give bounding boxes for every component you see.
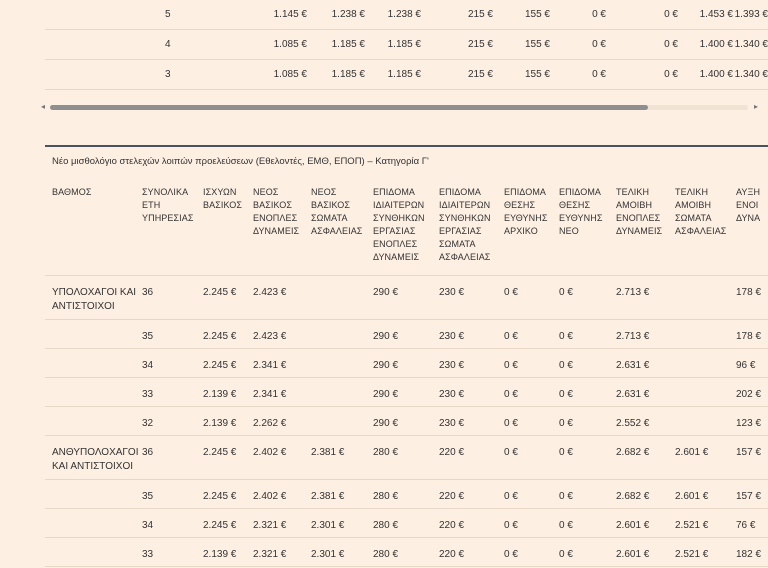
table-cell: 33 <box>142 538 203 567</box>
table-cell: 0 € <box>606 0 678 30</box>
column-header-line: ΒΑΣΙΚΟΣ <box>203 200 243 210</box>
column-header-line: ΕΝΟΠΛΕΣ <box>373 239 418 249</box>
table-cell: 2.423 € <box>253 276 311 320</box>
column-header <box>504 178 559 276</box>
table-cell <box>311 407 373 436</box>
table-cell: 2.245 € <box>203 436 253 480</box>
table-cell: 0 € <box>559 378 616 407</box>
column-header-line: ΙΣΧΥΩΝ <box>203 187 237 197</box>
column-header-line: ΕΥΘΥΝΗΣ <box>504 213 548 223</box>
table-header-row <box>45 178 768 276</box>
rank-cell <box>45 538 142 567</box>
table-cell: 2.402 € <box>253 480 311 509</box>
table-cell <box>675 378 736 407</box>
table-cell <box>675 276 736 320</box>
column-header-line: ΝΕΟΣ <box>253 187 279 197</box>
table-cell: 0 € <box>550 0 606 30</box>
column-header-line: ΔΥΝΑ <box>736 213 761 223</box>
column-header <box>203 178 253 276</box>
table-cell: 32 <box>142 407 203 436</box>
table-cell: 0 € <box>559 509 616 538</box>
table-cell: 2.521 € <box>675 509 736 538</box>
table-cell: 290 € <box>373 378 439 407</box>
column-header-line: ΕΠΙΔΟΜΑ <box>373 187 416 197</box>
table-cell: 0 € <box>504 276 559 320</box>
column-header-line: ΥΠΗΡΕΣΙΑΣ <box>142 213 194 223</box>
table-cell: 230 € <box>439 276 504 320</box>
spacer-cell <box>45 60 160 90</box>
column-header-line: ΕΡΓΑΣΙΑΣ <box>373 226 416 236</box>
table-cell: 1.085 € <box>257 60 307 90</box>
table-cell: 0 € <box>559 436 616 480</box>
table-cell: 220 € <box>439 480 504 509</box>
table-cell: 202 € <box>736 378 768 407</box>
table-cell: 1.400 € <box>678 60 733 90</box>
table-cell: 2.713 € <box>616 276 675 320</box>
table-cell <box>311 378 373 407</box>
table-cell: 2.521 € <box>675 538 736 567</box>
table-cell: 2.601 € <box>675 436 736 480</box>
table-cell: 2.245 € <box>203 349 253 378</box>
table-cell: 220 € <box>439 509 504 538</box>
column-header <box>142 178 203 276</box>
table-cell: 0 € <box>559 480 616 509</box>
table-cell: 4 <box>160 30 257 60</box>
column-header <box>736 178 768 276</box>
column-header-line: ΑΜΟΙΒΗ <box>675 200 712 210</box>
column-header-line: ΝΕΟΣ <box>311 187 337 197</box>
table-cell: 290 € <box>373 320 439 349</box>
table-cell: 1.340 € <box>733 30 768 60</box>
column-header-line: ΕΠΙΔΟΜΑ <box>559 187 602 197</box>
table-cell: 36 <box>142 436 203 480</box>
rank-cell <box>45 509 142 538</box>
table-cell: 157 € <box>736 480 768 509</box>
rank-cell <box>45 349 142 378</box>
column-header-line: ΔΥΝΑΜΕΙΣ <box>253 226 300 236</box>
rank-cell <box>45 480 142 509</box>
table-cell: 2.713 € <box>616 320 675 349</box>
table-cell: 2.552 € <box>616 407 675 436</box>
table-cell: 182 € <box>736 538 768 567</box>
table-cell: 0 € <box>559 320 616 349</box>
table-row <box>45 378 768 407</box>
scroll-track[interactable] <box>50 105 748 110</box>
column-header-line: ΕΥΘΥΝΗΣ <box>559 213 603 223</box>
rank-cell <box>45 378 142 407</box>
table-cell: 2.321 € <box>253 538 311 567</box>
table-cell: 0 € <box>559 349 616 378</box>
table-cell: 280 € <box>373 480 439 509</box>
column-header <box>439 178 504 276</box>
salary-table <box>45 178 768 567</box>
table-cell: 1.453 € <box>678 0 733 30</box>
column-header <box>675 178 736 276</box>
table-cell: 0 € <box>550 60 606 90</box>
column-header-line: ΒΑΣΙΚΟΣ <box>311 200 351 210</box>
rank-cell: ΥΠΟΛΟΧΑΓΟΙ ΚΑΙ ΑΝΤΙΣΤΟΙΧΟΙ <box>45 276 142 320</box>
table-cell: 34 <box>142 349 203 378</box>
table-cell: 2.245 € <box>203 480 253 509</box>
column-header-line: ΤΕΛΙΚΗ <box>675 187 709 197</box>
table-cell: 215 € <box>421 60 493 90</box>
table-row <box>45 276 768 320</box>
table-cell: 1.400 € <box>678 30 733 60</box>
table-cell: 2.301 € <box>311 538 373 567</box>
table-cell: 33 <box>142 378 203 407</box>
column-header-line: ΕΠΙΔΟΜΑ <box>504 187 547 197</box>
table-cell: 0 € <box>606 60 678 90</box>
table-cell: 1.145 € <box>257 0 307 30</box>
table-cell: 1.238 € <box>365 0 421 30</box>
column-header-line: ΝΕΟ <box>559 226 579 236</box>
table-cell: 230 € <box>439 378 504 407</box>
column-header-line: ΣΥΝΟΛΙΚΑ <box>142 187 189 197</box>
column-header-line: ΣΩΜΑΤΑ <box>675 213 712 223</box>
table-cell: 290 € <box>373 276 439 320</box>
section-divider <box>45 145 768 147</box>
column-header-line: ΕΝΟΠΛΕΣ <box>253 213 298 223</box>
spacer-cell <box>45 30 160 60</box>
table-cell: 2.631 € <box>616 349 675 378</box>
table-row <box>45 320 768 349</box>
table-cell: 215 € <box>421 0 493 30</box>
table-cell: 220 € <box>439 436 504 480</box>
table-cell: 157 € <box>736 436 768 480</box>
column-header-line: ΒΑΣΙΚΟΣ <box>253 200 293 210</box>
table-cell: 1.185 € <box>365 30 421 60</box>
table-row <box>45 509 768 538</box>
table-cell: 36 <box>142 276 203 320</box>
table-cell: 0 € <box>504 509 559 538</box>
table-cell: 215 € <box>421 30 493 60</box>
table-cell: 0 € <box>504 320 559 349</box>
column-header <box>559 178 616 276</box>
column-header-line: ΙΔΙΑΙΤΕΡΩΝ <box>373 200 425 210</box>
column-header <box>616 178 675 276</box>
table-cell: 0 € <box>504 436 559 480</box>
table-cell: 1.340 € <box>733 60 768 90</box>
table-row <box>45 30 768 60</box>
column-header-line: ΑΥΞΗ <box>736 187 761 197</box>
column-header <box>253 178 311 276</box>
table-cell: 0 € <box>550 30 606 60</box>
rank-cell <box>45 407 142 436</box>
table-cell: 0 € <box>559 407 616 436</box>
column-header-line: ΕΠΙΔΟΜΑ <box>439 187 482 197</box>
table-cell: 290 € <box>373 407 439 436</box>
column-header <box>373 178 439 276</box>
table-cell: 230 € <box>439 320 504 349</box>
table-cell: 2.139 € <box>203 407 253 436</box>
column-header-line: ΘΕΣΗΣ <box>504 200 536 210</box>
scroll-thumb[interactable] <box>50 105 648 110</box>
table-cell: 0 € <box>559 276 616 320</box>
table-cell <box>675 349 736 378</box>
table-row <box>45 349 768 378</box>
horizontal-scrollbar[interactable] <box>41 101 762 113</box>
column-header-line: ΕΤΗ <box>142 200 161 210</box>
scroll-right-arrow-icon[interactable]: ▸ <box>753 102 758 111</box>
table-cell: 2.321 € <box>253 509 311 538</box>
table-cell: 5 <box>160 0 257 30</box>
table-cell: 155 € <box>493 30 550 60</box>
column-header-line: ΕΝΟΙ <box>736 200 759 210</box>
table-cell <box>311 320 373 349</box>
table-cell: 2.381 € <box>311 480 373 509</box>
table-cell: 2.601 € <box>616 509 675 538</box>
table-cell: 2.139 € <box>203 378 253 407</box>
table-cell: 280 € <box>373 538 439 567</box>
rank-cell: ΑΝΘΥΠΟΛΟΧΑΓΟΙ ΚΑΙ ΑΝΤΙΣΤΟΙΧΟΙ <box>45 436 142 480</box>
table-cell: 155 € <box>493 0 550 30</box>
rank-cell <box>45 320 142 349</box>
spacer-cell <box>45 0 160 30</box>
column-header-line: ΕΡΓΑΣΙΑΣ <box>439 226 482 236</box>
column-header-line: ΣΩΜΑΤΑ <box>311 213 348 223</box>
table-cell: 123 € <box>736 407 768 436</box>
table-row <box>45 0 768 30</box>
table-cell: 0 € <box>606 30 678 60</box>
table-cell: 1.185 € <box>307 30 365 60</box>
table-cell: 2.139 € <box>203 538 253 567</box>
table-cell: 2.402 € <box>253 436 311 480</box>
table-cell <box>311 276 373 320</box>
table-row <box>45 480 768 509</box>
table-cell: 280 € <box>373 436 439 480</box>
table-cell: 0 € <box>504 378 559 407</box>
table-cell: 2.245 € <box>203 276 253 320</box>
column-header-line: ΒΑΘΜΟΣ <box>52 187 92 197</box>
table-cell: 3 <box>160 60 257 90</box>
table-cell: 0 € <box>504 538 559 567</box>
table-row <box>45 60 768 90</box>
previous-salary-table <box>45 0 768 90</box>
table-cell: 96 € <box>736 349 768 378</box>
column-header-line: ΙΔΙΑΙΤΕΡΩΝ <box>439 200 491 210</box>
column-header-line: ΑΣΦΑΛΕΙΑΣ <box>311 226 363 236</box>
table-cell: 290 € <box>373 349 439 378</box>
table-cell <box>675 320 736 349</box>
table-cell: 2.631 € <box>616 378 675 407</box>
table-cell <box>311 349 373 378</box>
table-cell: 0 € <box>504 407 559 436</box>
column-header <box>45 178 142 276</box>
table-cell: 35 <box>142 320 203 349</box>
table-cell: 0 € <box>504 480 559 509</box>
scroll-left-arrow-icon[interactable]: ◂ <box>41 102 46 111</box>
table-cell: 2.682 € <box>616 436 675 480</box>
table-cell: 2.601 € <box>616 538 675 567</box>
table-cell: 1.393 € <box>733 0 768 30</box>
table-cell: 0 € <box>559 538 616 567</box>
table-cell: 1.185 € <box>365 60 421 90</box>
column-header-line: ΣΥΝΘΗΚΩΝ <box>439 213 491 223</box>
table-row <box>45 538 768 567</box>
column-header <box>311 178 373 276</box>
column-header-line: ΕΝΟΠΛΕΣ <box>616 213 661 223</box>
table-cell: 2.341 € <box>253 378 311 407</box>
table-cell: 220 € <box>439 538 504 567</box>
column-header-line: ΤΕΛΙΚΗ <box>616 187 650 197</box>
table-cell: 2.245 € <box>203 509 253 538</box>
column-header-line: ΑΜΟΙΒΗ <box>616 200 653 210</box>
column-header-line: ΑΣΦΑΛΕΙΑΣ <box>675 226 727 236</box>
table-cell: 280 € <box>373 509 439 538</box>
table-cell: 230 € <box>439 407 504 436</box>
column-header-line: ΣΩΜΑΤΑ <box>439 239 476 249</box>
table-row <box>45 436 768 480</box>
table-cell: 2.601 € <box>675 480 736 509</box>
table-cell: 2.381 € <box>311 436 373 480</box>
table-cell: 178 € <box>736 320 768 349</box>
table-cell: 35 <box>142 480 203 509</box>
table-cell: 2.301 € <box>311 509 373 538</box>
table-cell: 76 € <box>736 509 768 538</box>
table-cell: 2.245 € <box>203 320 253 349</box>
column-header-line: ΔΥΝΑΜΕΙΣ <box>616 226 663 236</box>
table-cell: 2.341 € <box>253 349 311 378</box>
table-cell: 2.423 € <box>253 320 311 349</box>
table-cell: 2.262 € <box>253 407 311 436</box>
table-cell: 155 € <box>493 60 550 90</box>
table-row <box>45 407 768 436</box>
table-cell: 0 € <box>504 349 559 378</box>
column-header-line: ΘΕΣΗΣ <box>559 200 591 210</box>
table-cell: 1.238 € <box>307 0 365 30</box>
column-header-line: ΣΥΝΘΗΚΩΝ <box>373 213 425 223</box>
table-cell: 2.682 € <box>616 480 675 509</box>
table-cell: 1.085 € <box>257 30 307 60</box>
table-cell <box>675 407 736 436</box>
table-caption: Νέο μισθολόγιο στελεχών λοιπών προελεύσεων (Εθελοντές, ΕΜΘ, ΕΠΟΠ) – Κατηγορία Γ' <box>52 156 429 167</box>
table-cell: 230 € <box>439 349 504 378</box>
table-cell: 178 € <box>736 276 768 320</box>
column-header-line: ΑΡΧΙΚΟ <box>504 226 538 236</box>
column-header-line: ΑΣΦΑΛΕΙΑΣ <box>439 252 491 262</box>
table-cell: 1.185 € <box>307 60 365 90</box>
table-cell: 34 <box>142 509 203 538</box>
column-header-line: ΔΥΝΑΜΕΙΣ <box>373 252 420 262</box>
